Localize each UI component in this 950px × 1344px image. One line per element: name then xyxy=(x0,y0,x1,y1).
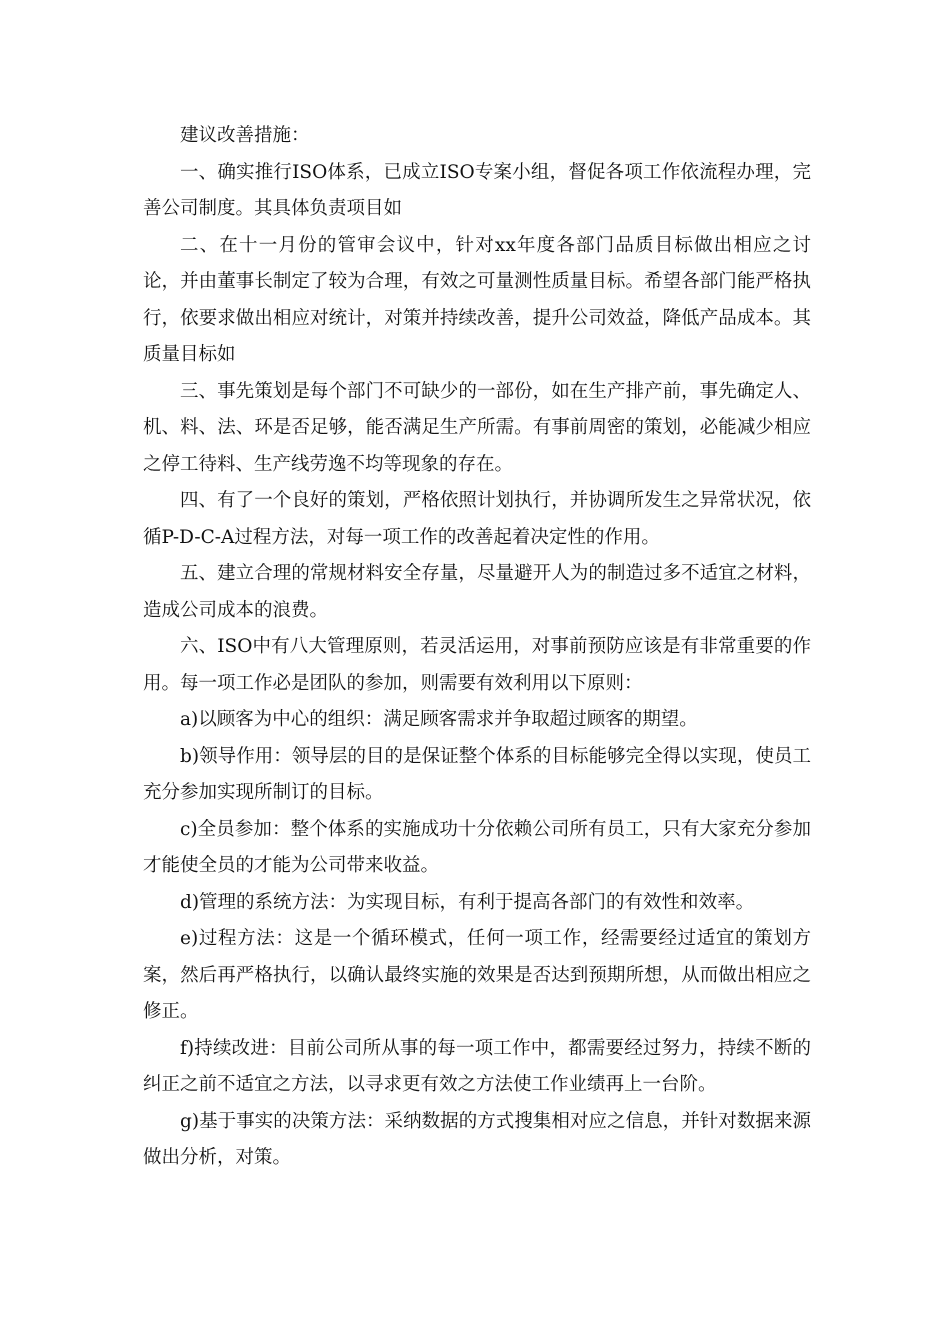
principle-d: d)管理的系统方法：为实现目标，有利于提高各部门的有效性和效率。 xyxy=(180,891,755,913)
paragraph-5: 五、建立合理的常规材料安全存量，尽量避开人为的制造过多不适宜之材料，造成公司成本的浪费。 xyxy=(143,563,811,621)
principle-f: f)持续改进：目前公司所从事的每一项工作中，都需要经过努力，持续不断的纠正之前不适宜之方法，以寻求更有效之方法使工作业绩再上一台阶。 xyxy=(143,1037,811,1095)
document-body xyxy=(143,118,811,1177)
section-heading: 建议改善措施： xyxy=(180,125,310,146)
principle-e: e)过程方法：这是一个循环模式，任何一项工作，经需要经过适宜的策划方案，然后再严格执行，以确认最终实施的效果是否达到预期所想，从而做出相应之修正。 xyxy=(143,928,811,1022)
principle-b: b)领导作用：领导层的目的是保证整个体系的目标能够完全得以实现，使员工充分参加实现所制订的目标。 xyxy=(143,745,811,803)
paragraph-2: 二、在十一月份的管审会议中，针对xx年度各部门品质目标做出相应之讨论，并由董事长制定了较为合理，有效之可量测性质量目标。希望各部门能严格执行，依要求做出相应对统计，对策并持续改善，提升公司效益，降低产品成本。其质量目标如 xyxy=(143,234,811,365)
paragraph-4: 四、有了一个良好的策划，严格依照计划执行，并协调所发生之异常状况，依循P-D-C-A过程方法，对每一项工作的改善起着决定性的作用。 xyxy=(143,490,811,548)
principle-g: g)基于事实的决策方法：采纳数据的方式搜集相对应之信息，并针对数据来源做出分析，对策。 xyxy=(143,1110,811,1168)
paragraph-1: 一、确实推行ISO体系，已成立ISO专案小组，督促各项工作依流程办理，完善公司制度。其具体负责项目如 xyxy=(143,161,811,219)
paragraph-3: 三、事先策划是每个部门不可缺少的一部份，如在生产排产前，事先确定人、机、料、法、环是否足够，能否满足生产所需。有事前周密的策划，必能减少相应之停工待料、生产线劳逸不均等现象的存在。 xyxy=(143,380,811,475)
principle-a: a)以顾客为中心的组织：满足顾客需求并争取超过顾客的期望。 xyxy=(180,709,698,730)
paragraph-6: 六、ISO中有八大管理原则，若灵活运用，对事前预防应该是有非常重要的作用。每一项工作必是团队的参加，则需要有效利用以下原则： xyxy=(143,636,811,694)
principle-c: c)全员参加：整个体系的实施成功十分依赖公司所有员工，只有大家充分参加才能使全员的才能为公司带来收益。 xyxy=(143,818,811,876)
